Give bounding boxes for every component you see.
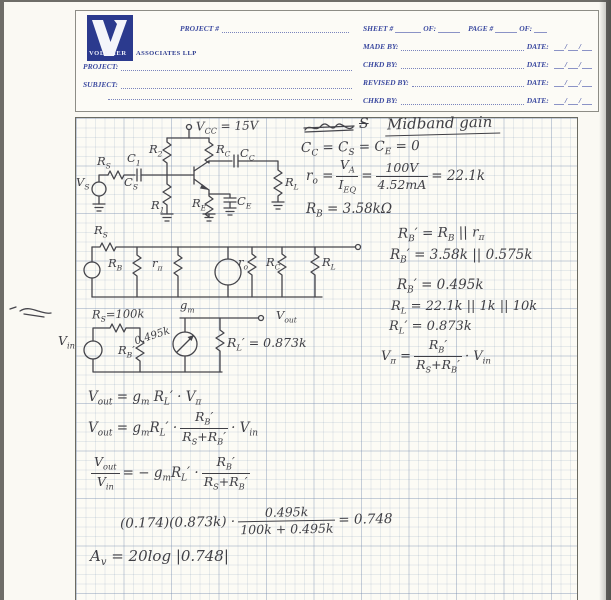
- label-sm-vout: $V_{out}$: [276, 308, 297, 325]
- page-of-blank: [534, 31, 547, 33]
- revised-by-label: REVISED BY:: [363, 78, 409, 87]
- eq-gain-mid: = − $g_mR_L'$ ·: [122, 464, 199, 484]
- eq-gain-lhs-frac: $\frac{V_{out}}{V_{in}}$: [91, 455, 120, 492]
- project-blank: [121, 69, 352, 71]
- extra-blank: [108, 98, 352, 100]
- revised-by-blank: [412, 85, 524, 87]
- eq-ro-frac2: $\frac{100V}{4.52mA}$: [377, 159, 427, 192]
- field-subject: [83, 80, 355, 89]
- label-r2: $R_2$: [149, 142, 163, 159]
- eq-num-lhs: (0.174)(0.873k) ·: [119, 513, 236, 532]
- company-name: VOLLMER: [89, 50, 127, 57]
- label-sm-vin: $V_{in}$: [58, 333, 75, 351]
- eq-vout2-frac: $\frac{R_B'}{R_S+R_B'}$: [182, 409, 227, 447]
- field-revised-by: [363, 78, 593, 87]
- label-sm-gm: $g_m$: [180, 298, 195, 315]
- chkd-by-2-date-blanks: / /: [553, 96, 593, 105]
- label-rs: $R_S$: [97, 154, 111, 171]
- made-by-date-blanks: / /: [553, 42, 593, 51]
- eq-ro-equals: =: [361, 167, 373, 184]
- eq-rbp-val: $R_B' = 0.495k$: [397, 277, 484, 296]
- eq-rl-val: $R_L' = 0.873k$: [389, 319, 472, 337]
- label-ss-rc: $R_C$: [266, 255, 281, 272]
- scan-edge-shadow: [599, 0, 611, 600]
- label-cc: $C_C$: [240, 146, 255, 163]
- label-rc: $R_C$: [216, 142, 231, 159]
- field-project: [83, 62, 355, 71]
- label-c1: $C_1$: [127, 151, 141, 168]
- page-blank: [495, 31, 517, 33]
- project-number-blank: [222, 31, 349, 33]
- chkd-by-date-label: DATE:: [526, 60, 549, 69]
- field-extra-line: [105, 98, 355, 100]
- label-re: $R_E$: [192, 196, 207, 213]
- struck-prefix: S: [359, 116, 369, 132]
- label-ss-rpi: $r_\pi$: [152, 256, 163, 273]
- made-by-blank: [401, 49, 523, 51]
- made-by-label: MADE BY:: [363, 42, 399, 51]
- eq-vout2-lhs: $V_{out} = g_mR_L'$ ·: [88, 419, 178, 439]
- eq-vpi-rhs: · $V_{in}$: [464, 348, 491, 367]
- eq-vout-1: $V_{out} = g_m$ $R_L' \cdot V_\pi$: [88, 389, 202, 408]
- eq-ro-rhs: = 22.1k: [431, 167, 486, 184]
- field-made-by: [363, 42, 593, 51]
- label-sm-rs: $R_S=100k$: [91, 306, 145, 324]
- label-sm-rbp: $R_B'$: [118, 343, 135, 360]
- label-ss-rb: $R_B$: [108, 256, 123, 273]
- eq-rbp-sub: $R_B' = 3.58k$ || 0.575k: [390, 247, 533, 266]
- chkd-by-date-blanks: / /: [553, 60, 593, 69]
- label-vcc: $V_{CC} = 15V$: [195, 118, 259, 136]
- field-project-number: [180, 24, 352, 33]
- sheet-blank: [395, 31, 421, 33]
- chkd-by-2-date-label: DATE:: [526, 96, 549, 105]
- scratched-out-word: [303, 121, 355, 135]
- chkd-by-label: CHKD BY:: [363, 60, 398, 69]
- label-ss-rl: $R_L$: [322, 255, 336, 272]
- note-title: Midband gain: [385, 113, 501, 136]
- project-number-label: PROJECT #: [180, 24, 219, 33]
- eq-num-result: = 0.748: [338, 510, 393, 528]
- subject-blank: [121, 87, 352, 89]
- eq-ro-lhs: $r_o$ =: [306, 167, 334, 187]
- revised-by-date-label: DATE:: [526, 78, 549, 87]
- revised-by-date-blanks: / /: [553, 78, 593, 87]
- eq-numeric: [120, 504, 393, 541]
- page-label: PAGE #: [468, 24, 494, 33]
- eq-ro: [306, 158, 485, 195]
- eq-caps-zero: $C_C = C_S = C_E = 0$: [300, 137, 420, 159]
- label-sm-rlp: $R_L' = 0.873k$: [227, 335, 307, 353]
- label-r1: $R_1$: [151, 198, 165, 215]
- field-chkd-by-2: [363, 96, 593, 105]
- sheet-of-label: OF:: [423, 24, 437, 33]
- eq-gain: [88, 455, 253, 492]
- label-sm-rb-value: 0.495k: [133, 324, 172, 348]
- margin-pen-mark: [8, 300, 56, 322]
- sheet-label: SHEET #: [363, 24, 394, 33]
- field-chkd-by: [363, 60, 593, 69]
- eq-num-frac: $\frac{0.495k}{100k + 0.495k}$: [238, 505, 336, 538]
- eq-rbp-def: $R_B' = R_B$ || $r_\pi$: [397, 224, 485, 245]
- eq-gain-rhs-frac: $\frac{R_B'}{R_S+R_B'}$: [203, 454, 248, 492]
- company-suffix: ASSOCIATES LLP: [136, 50, 197, 57]
- label-ss-ro: $r_o$: [238, 255, 249, 272]
- chkd-by-2-label: CHKD BY:: [363, 96, 398, 105]
- page-of-label: OF:: [519, 24, 533, 33]
- field-sheet-page: [363, 24, 593, 33]
- eq-vpi-lhs: $V_\pi$ =: [381, 348, 412, 367]
- eq-vout-2: [88, 410, 258, 447]
- label-cs: $C_S$: [124, 175, 139, 192]
- eq-vout2-rhs: · $V_{in}$: [231, 419, 259, 439]
- chkd-by-blank: [401, 67, 524, 69]
- eq-rl-def: $R_L = 22.1k$ || 1k || 10k: [391, 299, 538, 317]
- label-ce: $C_E$: [237, 194, 252, 211]
- eq-ro-frac1: $\frac{V_A}{I_{EQ}}$: [338, 157, 357, 195]
- label-ss-rs: $R_S$: [94, 223, 108, 240]
- eq-vpi-frac: $\frac{R_B'}{R_S+R_B'}$: [416, 337, 460, 375]
- chkd-by-2-blank: [401, 103, 524, 105]
- label-vs: $V_S$: [76, 175, 90, 192]
- sheet-of-blank: [438, 31, 460, 33]
- eq-av: $A_v = 20\log$ |0.748|: [90, 547, 229, 568]
- label-rl: $R_L$: [285, 175, 299, 192]
- eq-vpi: [381, 338, 491, 375]
- eq-rb: $R_B = 3.58k\Omega$: [306, 201, 393, 220]
- subject-label: SUBJECT:: [83, 80, 118, 89]
- circuit-bjt-amplifier: [82, 118, 297, 230]
- project-label: PROJECT:: [83, 62, 119, 71]
- made-by-date-label: DATE:: [526, 42, 549, 51]
